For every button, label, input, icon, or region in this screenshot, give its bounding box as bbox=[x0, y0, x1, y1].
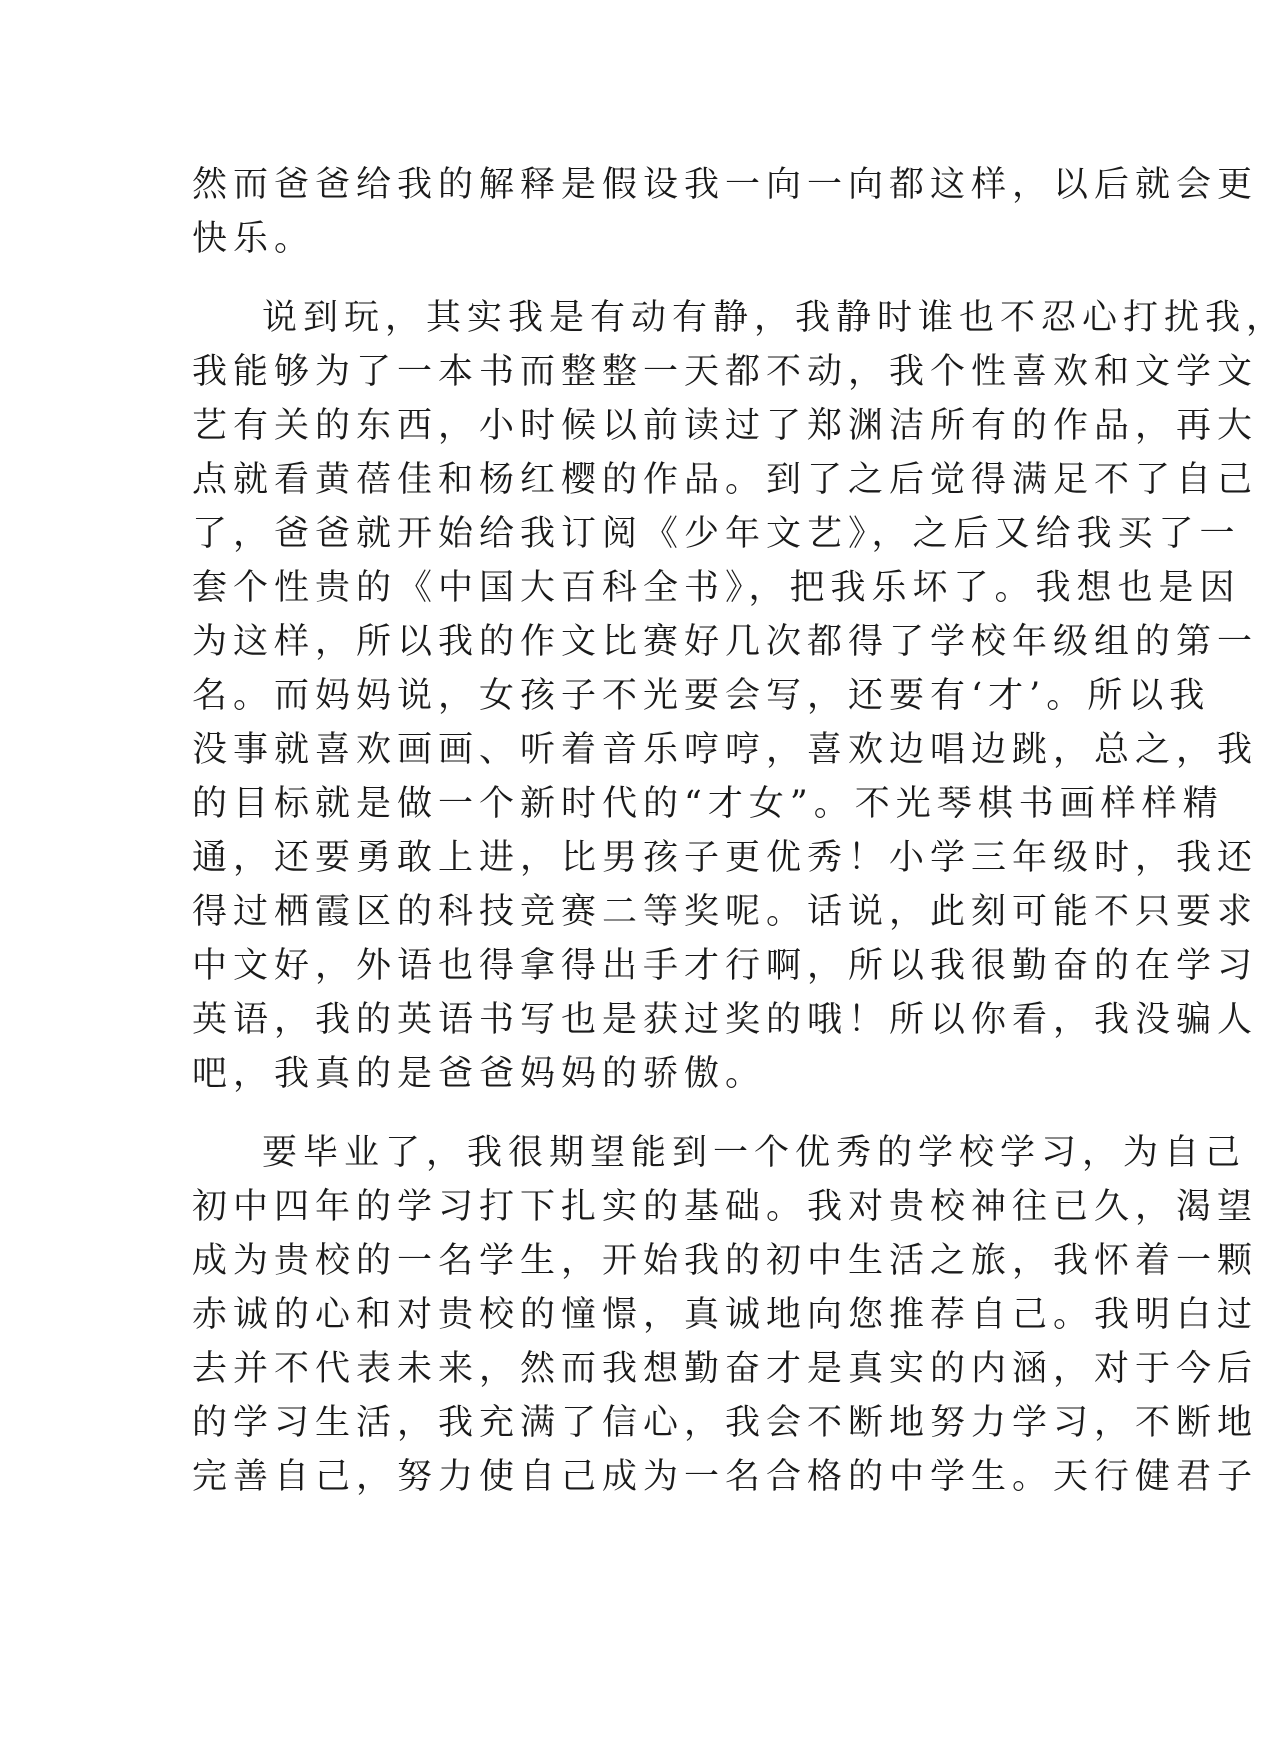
text-line: 我能够为了一本书而整整一天都不动，我个性喜欢和文学文 bbox=[192, 352, 1259, 392]
text-line: 吧，我真的是爸爸妈妈的骄傲。 bbox=[192, 1054, 767, 1094]
text-line: 初中四年的学习打下扎实的基础。我对贵校神往已久，渴望 bbox=[192, 1187, 1259, 1227]
text-line: 赤诚的心和对贵校的憧憬，真诚地向您推荐自己。我明白过 bbox=[192, 1295, 1259, 1335]
text-line: 艺有关的东西，小时候以前读过了郑渊洁所有的作品，再大 bbox=[192, 406, 1259, 446]
text-line: 的目标就是做一个新时代的“才女”。不光琴棋书画样样精 bbox=[192, 784, 1224, 824]
paragraph-2 bbox=[192, 291, 1287, 1101]
text-line: 英语，我的英语书写也是获过奖的哦！所以你看，我没骗人 bbox=[192, 1000, 1259, 1040]
paragraph-1 bbox=[192, 158, 1259, 266]
text-line: 然而爸爸给我的解释是假设我一向一向都这样，以后就会更 bbox=[192, 165, 1259, 205]
text-line: 快乐。 bbox=[192, 219, 316, 259]
text-line: 中文好，外语也得拿得出手才行啊，所以我很勤奋的在学习 bbox=[192, 946, 1259, 986]
text-line: 套个性贵的《中国大百科全书》，把我乐坏了。我想也是因 bbox=[192, 568, 1241, 608]
text-line: 说到玩，其实我是有动有静，我静时谁也不忍心打扰我， bbox=[262, 298, 1287, 338]
text-line: 成为贵校的一名学生，开始我的初中生活之旅，我怀着一颗 bbox=[192, 1241, 1259, 1281]
document-body bbox=[192, 158, 1287, 1504]
text-line: 没事就喜欢画画、听着音乐哼哼，喜欢边唱边跳，总之，我 bbox=[192, 730, 1259, 770]
text-line: 名。而妈妈说，女孩子不光要会写，还要有‘才’。所以我 bbox=[192, 676, 1211, 716]
text-line: 为这样，所以我的作文比赛好几次都得了学校年级组的第一 bbox=[192, 622, 1259, 662]
text-line: 要毕业了，我很期望能到一个优秀的学校学习，为自己 bbox=[262, 1133, 1247, 1173]
text-line: 的学习生活，我充满了信心，我会不断地努力学习，不断地 bbox=[192, 1403, 1259, 1443]
text-line: 了，爸爸就开始给我订阅《少年文艺》，之后又给我买了一 bbox=[192, 514, 1241, 554]
text-line: 点就看黄蓓佳和杨红樱的作品。到了之后觉得满足不了自己 bbox=[192, 460, 1259, 500]
text-line: 去并不代表未来，然而我想勤奋才是真实的内涵，对于今后 bbox=[192, 1349, 1259, 1389]
text-line: 得过栖霞区的科技竞赛二等奖呢。话说，此刻可能不只要求 bbox=[192, 892, 1259, 932]
paragraph-3 bbox=[192, 1126, 1259, 1504]
text-line: 通，还要勇敢上进，比男孩子更优秀！小学三年级时，我还 bbox=[192, 838, 1259, 878]
text-line: 完善自己，努力使自己成为一名合格的中学生。天行健君子 bbox=[192, 1457, 1259, 1497]
